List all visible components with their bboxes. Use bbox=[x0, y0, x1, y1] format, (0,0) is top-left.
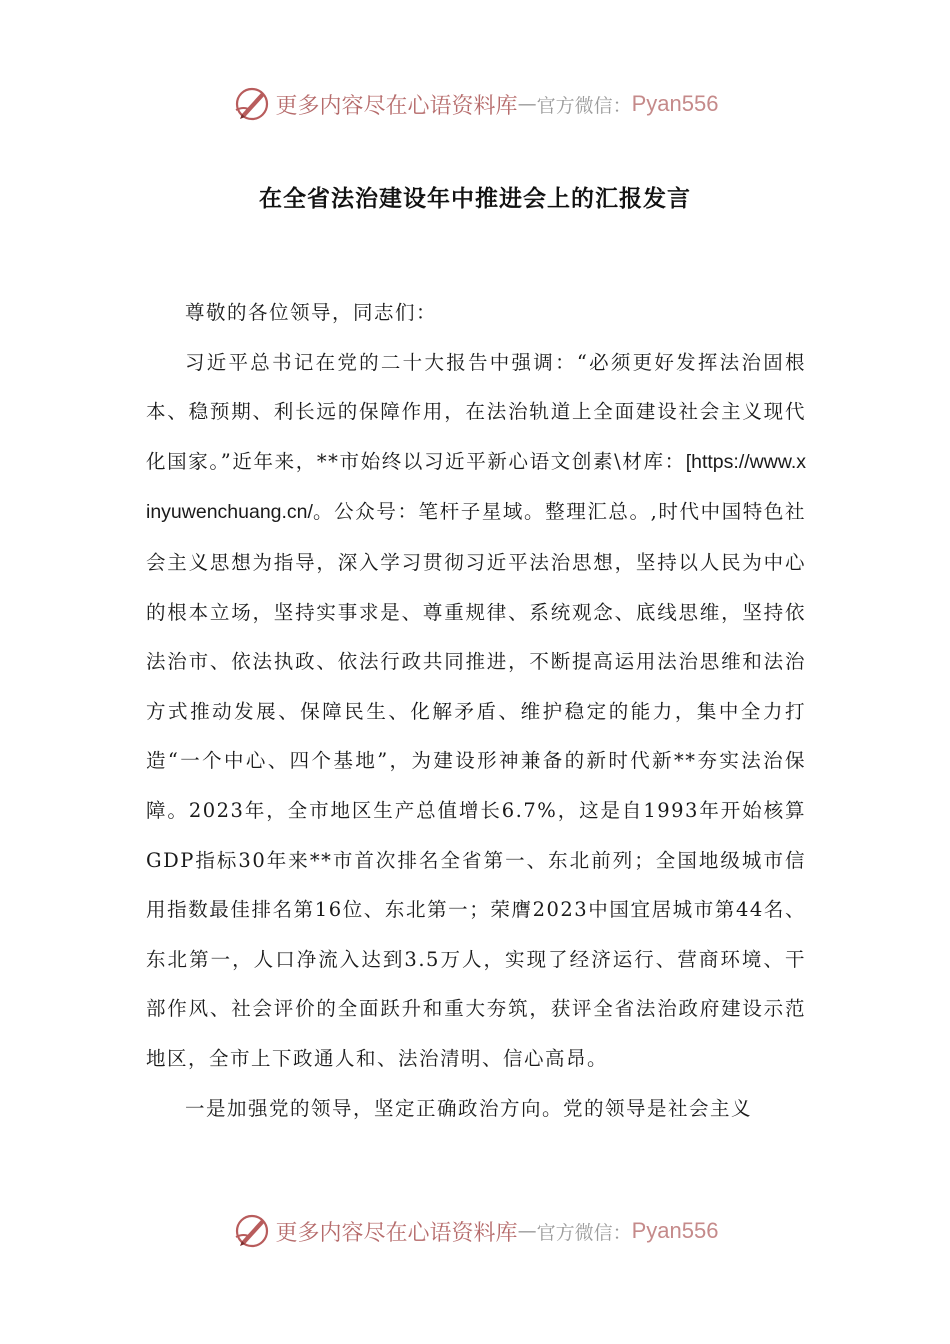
watermark-banner-top bbox=[0, 82, 950, 126]
watermark-sub-text: 官方微信： bbox=[536, 94, 632, 117]
salutation: 尊敬的各位领导，同志们： bbox=[185, 301, 438, 324]
watermark-main-text: 更多内容尽在心语资料库 bbox=[275, 1220, 518, 1246]
paragraph-2: 一是加强党的领导，坚定正确政治方向。党的领导是社会主义 bbox=[185, 1096, 753, 1120]
watermark-dash: — bbox=[517, 1220, 537, 1242]
pen-logo-icon bbox=[232, 84, 272, 124]
watermark-dash: — bbox=[517, 93, 537, 115]
watermark-main-text: 更多内容尽在心语资料库 bbox=[275, 93, 518, 119]
paragraph-1-part-1: 习近平总书记在党的二十大报告中强调：“必须更好发挥法治固根本、稳预期、利长远的保障作用，在法治轨道上全面建设社会主义现代化国家。”近年来，**市始终以习近平新心语文创素\材库： bbox=[146, 350, 806, 473]
website-link: [https://www.xinyuwenchuang.cn/ bbox=[146, 450, 806, 524]
document-body bbox=[146, 288, 806, 1133]
watermark-banner-bottom bbox=[0, 1209, 950, 1253]
document-title: 在全省法治建设年中推进会上的汇报发言 bbox=[259, 186, 691, 212]
watermark-sub-text: 官方微信： bbox=[536, 1221, 632, 1244]
paragraph-1-part-2: 。公众号：笔杆子星域。整理汇总。,时代中国特色社会主义思想为指导，深入学习贯彻习近平法治思想，坚持以人民为中心的根本立场，坚持实事求是、尊重规律、系统观念、底线思维，坚持依法治市、依法执政、依法行政共同推进，不断提高运用法治思维和法治方式推动发展、保障民生、化解矛盾、维护稳定的能力，集中全力打造“一个中心、四个基地”，为建设形神兼备的新时代新**夯实法治保障。2023年，全市地区生产总值增长6.7%，这是自1993年开始核算GDP指标30年来**市首次排名全省第一、东北前列；全国地级城市信用指数最佳排名第16位、东北第一；荣膺2023中国宜居城市第44名、东北第一，人口净流入达到3.5万人，实现了经济运行、营商环境、干部作风、社会评价的全面跃升和重大夯筑，获评全省法治政府建设示范地区，全市上下政通人和、法治清明、信心高昂。 bbox=[146, 500, 806, 1070]
watermark-wechat-id: Pyan556 bbox=[631, 1218, 719, 1243]
paragraph-1 bbox=[146, 338, 806, 1084]
pen-logo-icon bbox=[232, 1211, 272, 1251]
watermark-wechat-id: Pyan556 bbox=[631, 91, 719, 116]
